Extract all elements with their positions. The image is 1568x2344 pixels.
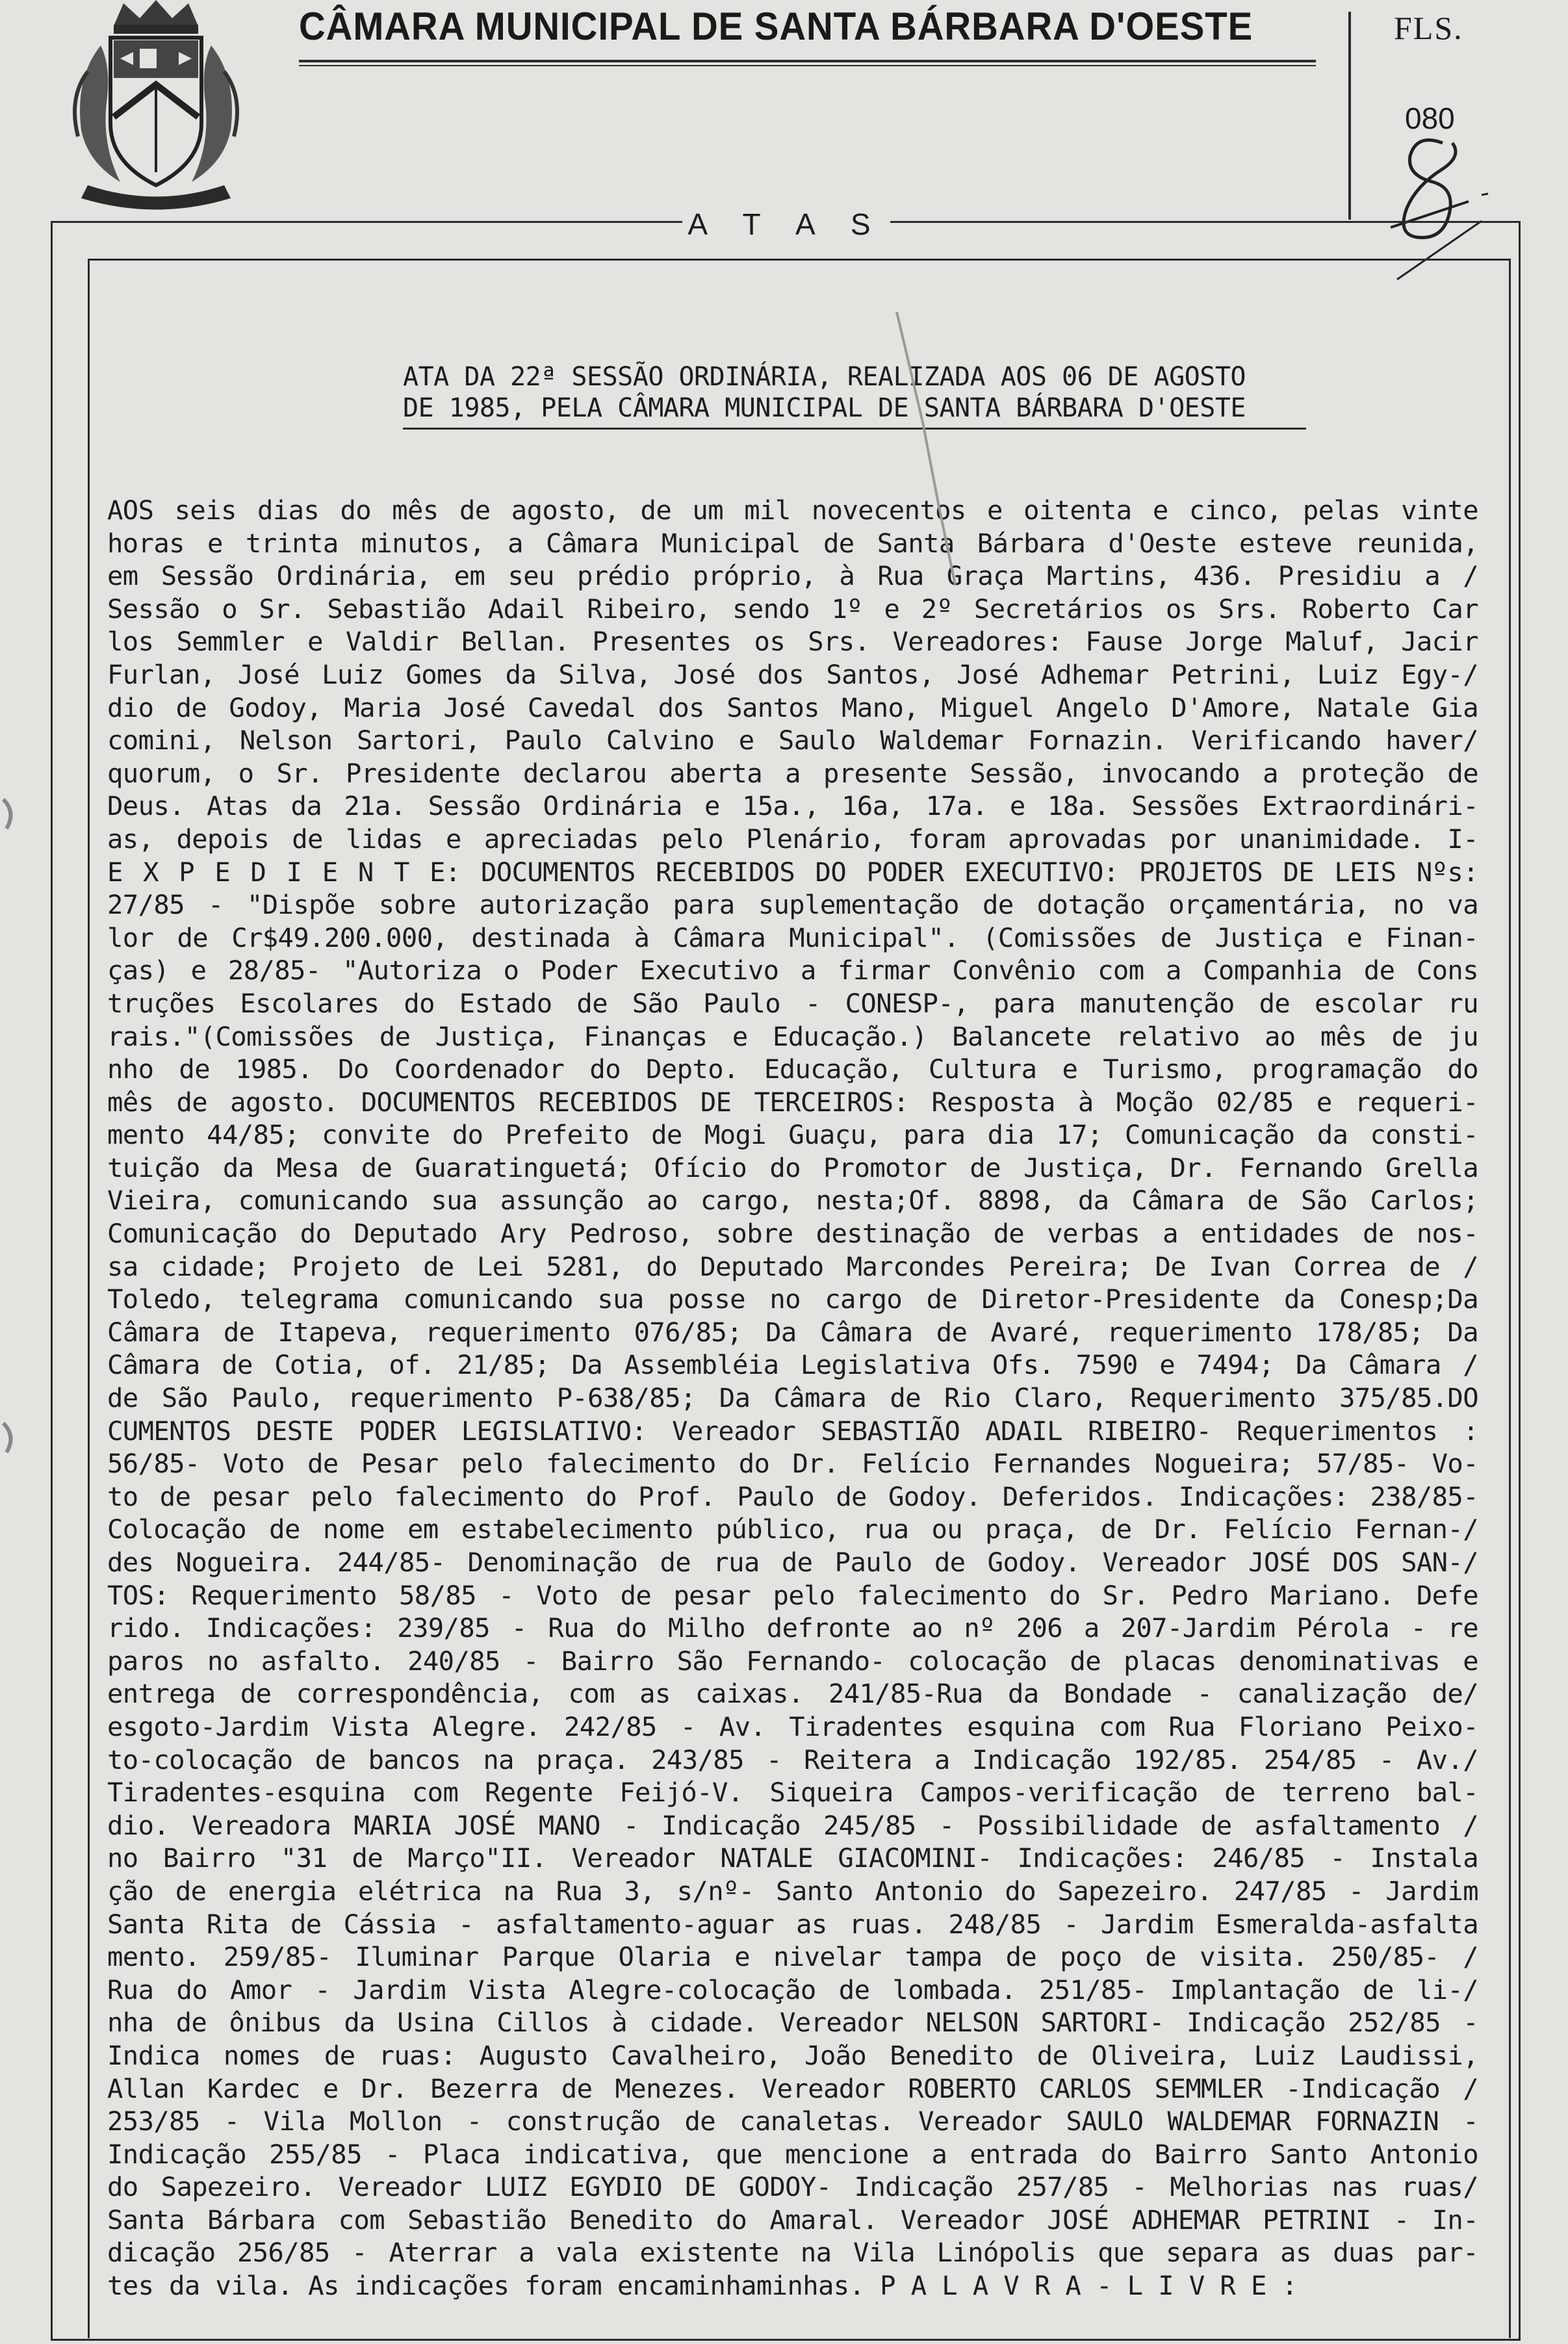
- fls-divider: [1348, 12, 1351, 220]
- body-line: no Bairro "31 de Março"II. Vereador NATALE GIACOMINI- Indicações: 246/85 - Instala: [107, 1842, 1478, 1874]
- body-line: tes da vila. As indicações foram encaminhaminhas. P A L A V R A - L I V R E :: [107, 2270, 1298, 2302]
- municipal-coat-of-arms-icon: [62, 0, 250, 214]
- body-line: dio de Godoy, Maria José Cavedal dos Santos Mano, Miguel Angelo D'Amore, Natale Gia: [107, 691, 1478, 723]
- body-line: Sessão o Sr. Sebastião Adail Ribeiro, sendo 1º e 2º Secretários os Srs. Roberto Car: [107, 593, 1478, 625]
- body-line: Câmara de Cotia, of. 21/85; Da Assembléia Legislativa Ofs. 7590 e 7494; Da Câmara /: [107, 1349, 1478, 1381]
- body-line: Indica nomes de ruas: Augusto Cavalheiro, João Benedito de Oliveira, Luiz Laudissi,: [107, 2039, 1478, 2071]
- title-rule: [299, 60, 1316, 62]
- heading-line-2: DE 1985, PELA CÂMARA MUNICIPAL DE SANTA BÁRBARA D'OESTE: [403, 393, 1246, 423]
- body-line: sa cidade; Projeto de Lei 5281, do Deputado Marcondes Pereira; De Ivan Correa de /: [107, 1250, 1478, 1282]
- body-line: horas e trinta minutos, a Câmara Municipal de Santa Bárbara d'Oeste esteve reunida,: [107, 527, 1478, 559]
- heading-line-1: ATA DA 22ª SESSÃO ORDINÁRIA, REALIZADA AOS 06 DE AGOSTO: [403, 362, 1246, 392]
- body-line: Colocação de nome em estabelecimento público, rua ou praça, de Dr. Felício Fernan-/: [107, 1513, 1478, 1545]
- minutes-heading: [403, 361, 1326, 424]
- section-label: A T A S: [682, 207, 890, 246]
- body-line: Allan Kardec e Dr. Bezerra de Menezes. Vereador ROBERTO CARLOS SEMMLER -Indicação /: [107, 2072, 1478, 2104]
- body-line: as, depois de lidas e apreciadas pelo Plenário, foram aprovadas por unanimidade. I-: [107, 823, 1478, 855]
- body-line: esgoto-Jardim Vista Alegre. 242/85 - Av. Tiradentes esquina com Rua Floriano Peixo-: [107, 1710, 1478, 1742]
- body-line: em Sessão Ordinária, em seu prédio próprio, à Rua Graça Martins, 436. Presidiu a /: [107, 560, 1478, 592]
- body-line: Deus. Atas da 21a. Sessão Ordinária e 15a., 16a, 17a. e 18a. Sessões Extraordinári-: [107, 790, 1478, 822]
- body-line: des Nogueira. 244/85- Denominação de rua de Paulo de Godoy. Vereador JOSÉ DOS SAN-/: [107, 1547, 1478, 1578]
- body-line: Rua do Amor - Jardim Vista Alegre-colocação de lombada. 251/85- Implantação de li-/: [107, 1974, 1478, 2005]
- body-line: los Semmler e Valdir Bellan. Presentes os Srs. Vereadores: Fause Jorge Maluf, Jacir: [107, 626, 1478, 658]
- body-line: AOS seis dias do mês de agosto, de um mil novecentos e oitenta e cinco, pelas vinte: [107, 495, 1478, 526]
- heading-underline: [403, 428, 1306, 430]
- body-line: Comunicação do Deputado Ary Pedroso, sobre destinação de verbas a entidades de nos-: [107, 1218, 1478, 1250]
- body-line: Câmara de Itapeva, requerimento 076/85; Da Câmara de Avaré, requerimento 178/85; Da: [107, 1316, 1478, 1348]
- body-line: Toledo, telegrama comunicando sua posse no cargo de Diretor-Presidente da Conesp;Da: [107, 1283, 1478, 1315]
- body-line: Indicação 255/85 - Placa indicativa, que mencione a entrada do Bairro Santo Antonio: [107, 2138, 1478, 2170]
- body-line: to-colocação de bancos na praça. 243/85 - Reitera a Indicação 192/85. 254/85 - Av./: [107, 1744, 1478, 1775]
- body-line: truções Escolares do Estado de São Paulo - CONESP-, para manutenção de escolar ru: [107, 987, 1478, 1019]
- body-line: mento 44/85; convite do Prefeito de Mogi Guaçu, para dia 17; Comunicação da consti-: [107, 1119, 1478, 1151]
- title-rule-secondary: [299, 65, 1316, 66]
- body-line: mento. 259/85- Iluminar Parque Olaria e nivelar tampa de poço de visita. 250/85- /: [107, 1941, 1478, 1973]
- body-line: Tiradentes-esquina com Regente Feijó-V. Siqueira Campos-verificação de terreno bal-: [107, 1777, 1478, 1809]
- institution-title: CÂMARA MUNICIPAL DE SANTA BÁRBARA D'OESTE: [299, 5, 1253, 48]
- body-line: Furlan, José Luiz Gomes da Silva, José dos Santos, José Adhemar Petrini, Luiz Egy-/: [107, 658, 1478, 690]
- body-line: mês de agosto. DOCUMENTOS RECEBIDOS DE TERCEIROS: Resposta à Moção 02/85 e requeri-: [107, 1086, 1478, 1118]
- body-line: Santa Rita de Cássia - asfaltamento-aguar as ruas. 248/85 - Jardim Esmeralda-asfalta: [107, 1908, 1478, 1940]
- body-line: entrega de correspondência, com as caixas. 241/85-Rua da Bondade - canalização de/: [107, 1678, 1478, 1710]
- body-line: dicação 256/85 - Aterrar a vala existente na Vila Linópolis que separa as duas par-: [107, 2237, 1478, 2269]
- body-line: ção de energia elétrica na Rua 3, s/nº- Santo Antonio do Sapezeiro. 247/85 - Jardim: [107, 1875, 1478, 1907]
- body-line: E X P E D I E N T E: DOCUMENTOS RECEBIDOS DO PODER EXECUTIVO: PROJETOS DE LEIS Nºs:: [107, 856, 1478, 888]
- body-line: 27/85 - "Dispõe sobre autorização para suplementação de dotação orçamentária, no va: [107, 889, 1478, 921]
- body-line: Santa Bárbara com Sebastião Benedito do Amaral. Vereador JOSÉ ADHEMAR PETRINI - In-: [107, 2204, 1478, 2235]
- body-line: nho de 1985. Do Coordenador do Depto. Educação, Cultura e Turismo, programação do: [107, 1053, 1478, 1085]
- body-line: lor de Cr$49.200.000, destinada à Câmara Municipal". (Comissões de Justiça e Finan-: [107, 921, 1478, 953]
- body-line: CUMENTOS DESTE PODER LEGISLATIVO: Vereador SEBASTIÃO ADAIL RIBEIRO- Requerimentos :: [107, 1415, 1478, 1447]
- svg-text:""""""""""": """"""""""": [129, 190, 183, 201]
- body-line: rido. Indicações: 239/85 - Rua do Milho defronte ao nº 206 a 207-Jardim Pérola - re: [107, 1612, 1478, 1644]
- body-line: tuição da Mesa de Guaratinguetá; Ofício do Promotor de Justiça, Dr. Fernando Grella: [107, 1152, 1478, 1183]
- body-line: paros no asfalto. 240/85 - Bairro São Fernando- colocação de placas denominativas e: [107, 1645, 1478, 1677]
- body-line: nha de ônibus da Usina Cillos à cidade. Vereador NELSON SARTORI- Indicação 252/85 -: [107, 2007, 1478, 2039]
- body-line: dio. Vereadora MARIA JOSÉ MANO - Indicação 245/85 - Possibilidade de asfaltamento /: [107, 1809, 1478, 1841]
- body-line: 56/85- Voto de Pesar pelo falecimento do Dr. Felício Fernandes Nogueira; 57/85- Vo-: [107, 1448, 1478, 1480]
- folio-label: FLS.: [1394, 10, 1463, 46]
- minutes-body: [107, 494, 1478, 2302]
- body-line: 253/85 - Vila Mollon - construção de canaletas. Vereador SAULO WALDEMAR FORNAZIN -: [107, 2106, 1478, 2137]
- folio-number: 080: [1405, 101, 1455, 135]
- body-line: ças) e 28/85- "Autoriza o Poder Executivo a firmar Convênio com a Companhia de Cons: [107, 955, 1478, 986]
- body-line: TOS: Requerimento 58/85 - Voto de pesar pelo falecimento do Sr. Pedro Mariano. Defe: [107, 1579, 1478, 1611]
- body-line: to de pesar pelo falecimento do Prof. Paulo de Godoy. Deferidos. Indicações: 238/85-: [107, 1480, 1478, 1512]
- body-line: do Sapezeiro. Vereador LUIZ EGYDIO DE GODOY- Indicação 257/85 - Melhorias nas ruas/: [107, 2171, 1478, 2203]
- body-line: quorum, o Sr. Presidente declarou aberta a presente Sessão, invocando a proteção de: [107, 757, 1478, 789]
- body-line: de São Paulo, requerimento P-638/85; Da Câmara de Rio Claro, Requerimento 375/85.DO: [107, 1382, 1478, 1414]
- body-line: Vieira, comunicando sua assunção ao cargo, nesta;Of. 8898, da Câmara de São Carlos;: [107, 1185, 1478, 1217]
- body-line: comini, Nelson Sartori, Paulo Calvino e Saulo Waldemar Fornazin. Verificando haver/: [107, 725, 1478, 756]
- body-line: rais."(Comissões de Justiça, Finanças e Educação.) Balancete relativo ao mês de ju: [107, 1020, 1478, 1052]
